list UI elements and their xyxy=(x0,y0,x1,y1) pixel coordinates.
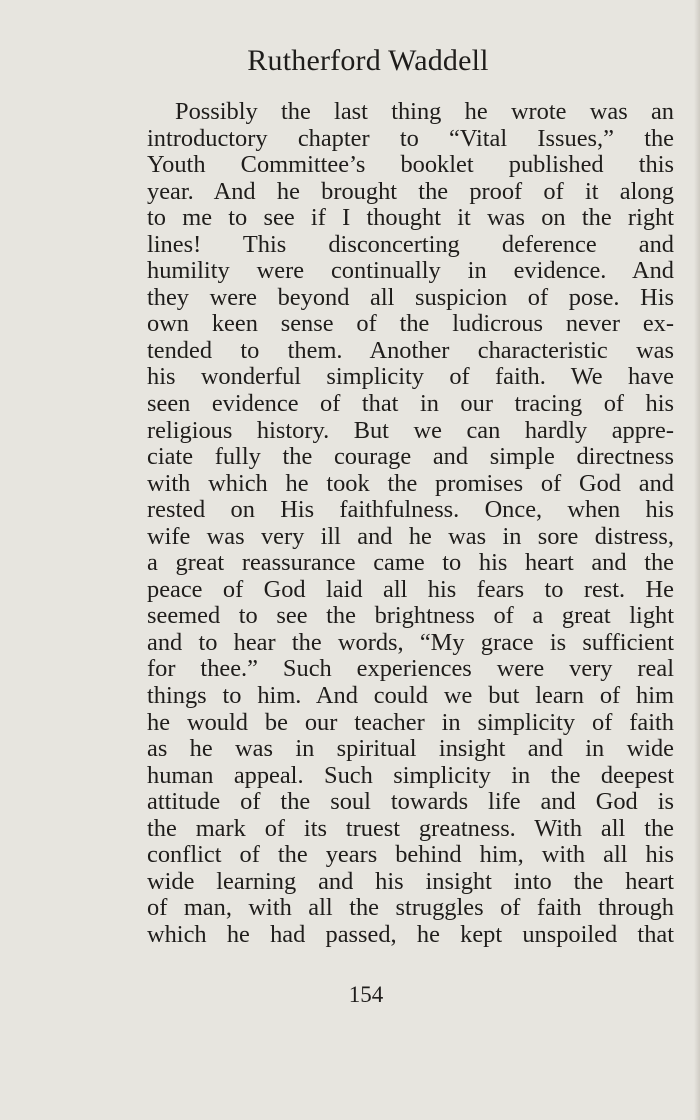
text-line: seemed to see the brightness of a great light xyxy=(147,602,674,630)
text-line: which he had passed, he kept unspoiled that xyxy=(147,920,674,948)
text-line: conflict of the years behind him, with all his xyxy=(147,841,674,869)
text-line: attitude of the soul towards life and God is xyxy=(147,788,674,816)
text-line: to me to see if I thought it was on the right xyxy=(147,204,674,232)
text-line: they were beyond all suspicion of pose. His xyxy=(147,283,674,311)
text-line: ciate fully the courage and simple directness xyxy=(147,443,674,471)
text-line: seen evidence of that in our tracing of his xyxy=(147,390,674,418)
text-line: own keen sense of the ludicrous never ex- xyxy=(147,310,674,338)
text-line: rested on His faithfulness. Once, when his xyxy=(147,496,674,524)
text-line: peace of God laid all his fears to rest. He xyxy=(147,575,674,603)
text-line: with which he took the promises of God and xyxy=(147,469,674,497)
text-line: wide learning and his insight into the heart xyxy=(147,867,674,895)
text-line: introductory chapter to “Vital Issues,” the xyxy=(147,124,674,152)
text-line: Youth Committee’s booklet published this xyxy=(147,151,674,179)
text-line: humility were continually in evidence. And xyxy=(147,257,674,285)
text-line: for thee.” Such experiences were very real xyxy=(147,655,674,683)
text-line: his wonderful simplicity of faith. We have xyxy=(147,363,674,391)
text-line: wife was very ill and he was in sore distress, xyxy=(147,522,674,550)
text-line: things to him. And could we but learn of him xyxy=(147,682,674,710)
text-line: year. And he brought the proof of it along xyxy=(147,177,674,205)
page-edge-shadow xyxy=(694,0,700,1120)
text-line: lines! This disconcerting deference and xyxy=(147,230,674,258)
text-line: as he was in spiritual insight and in wide xyxy=(147,735,674,763)
page-number: 154 xyxy=(348,982,384,1007)
text-line: he would be our teacher in simplicity of faith xyxy=(147,708,674,736)
text-line: Possibly the last thing he wrote was an xyxy=(175,98,674,125)
text-line: of man, with all the struggles of faith through xyxy=(147,894,674,922)
text-line: and to hear the words, “My grace is sufficient xyxy=(147,628,674,656)
body-paragraph xyxy=(147,99,674,949)
text-line: religious history. But we can hardly appre- xyxy=(147,416,674,444)
running-head-title: Rutherford Waddell xyxy=(247,44,489,77)
text-line: tended to them. Another characteristic was xyxy=(147,336,674,364)
text-line: a great reassurance came to his heart and the xyxy=(147,549,674,577)
text-line: the mark of its truest greatness. With all the xyxy=(147,814,674,842)
text-line: human appeal. Such simplicity in the deepest xyxy=(147,761,674,789)
